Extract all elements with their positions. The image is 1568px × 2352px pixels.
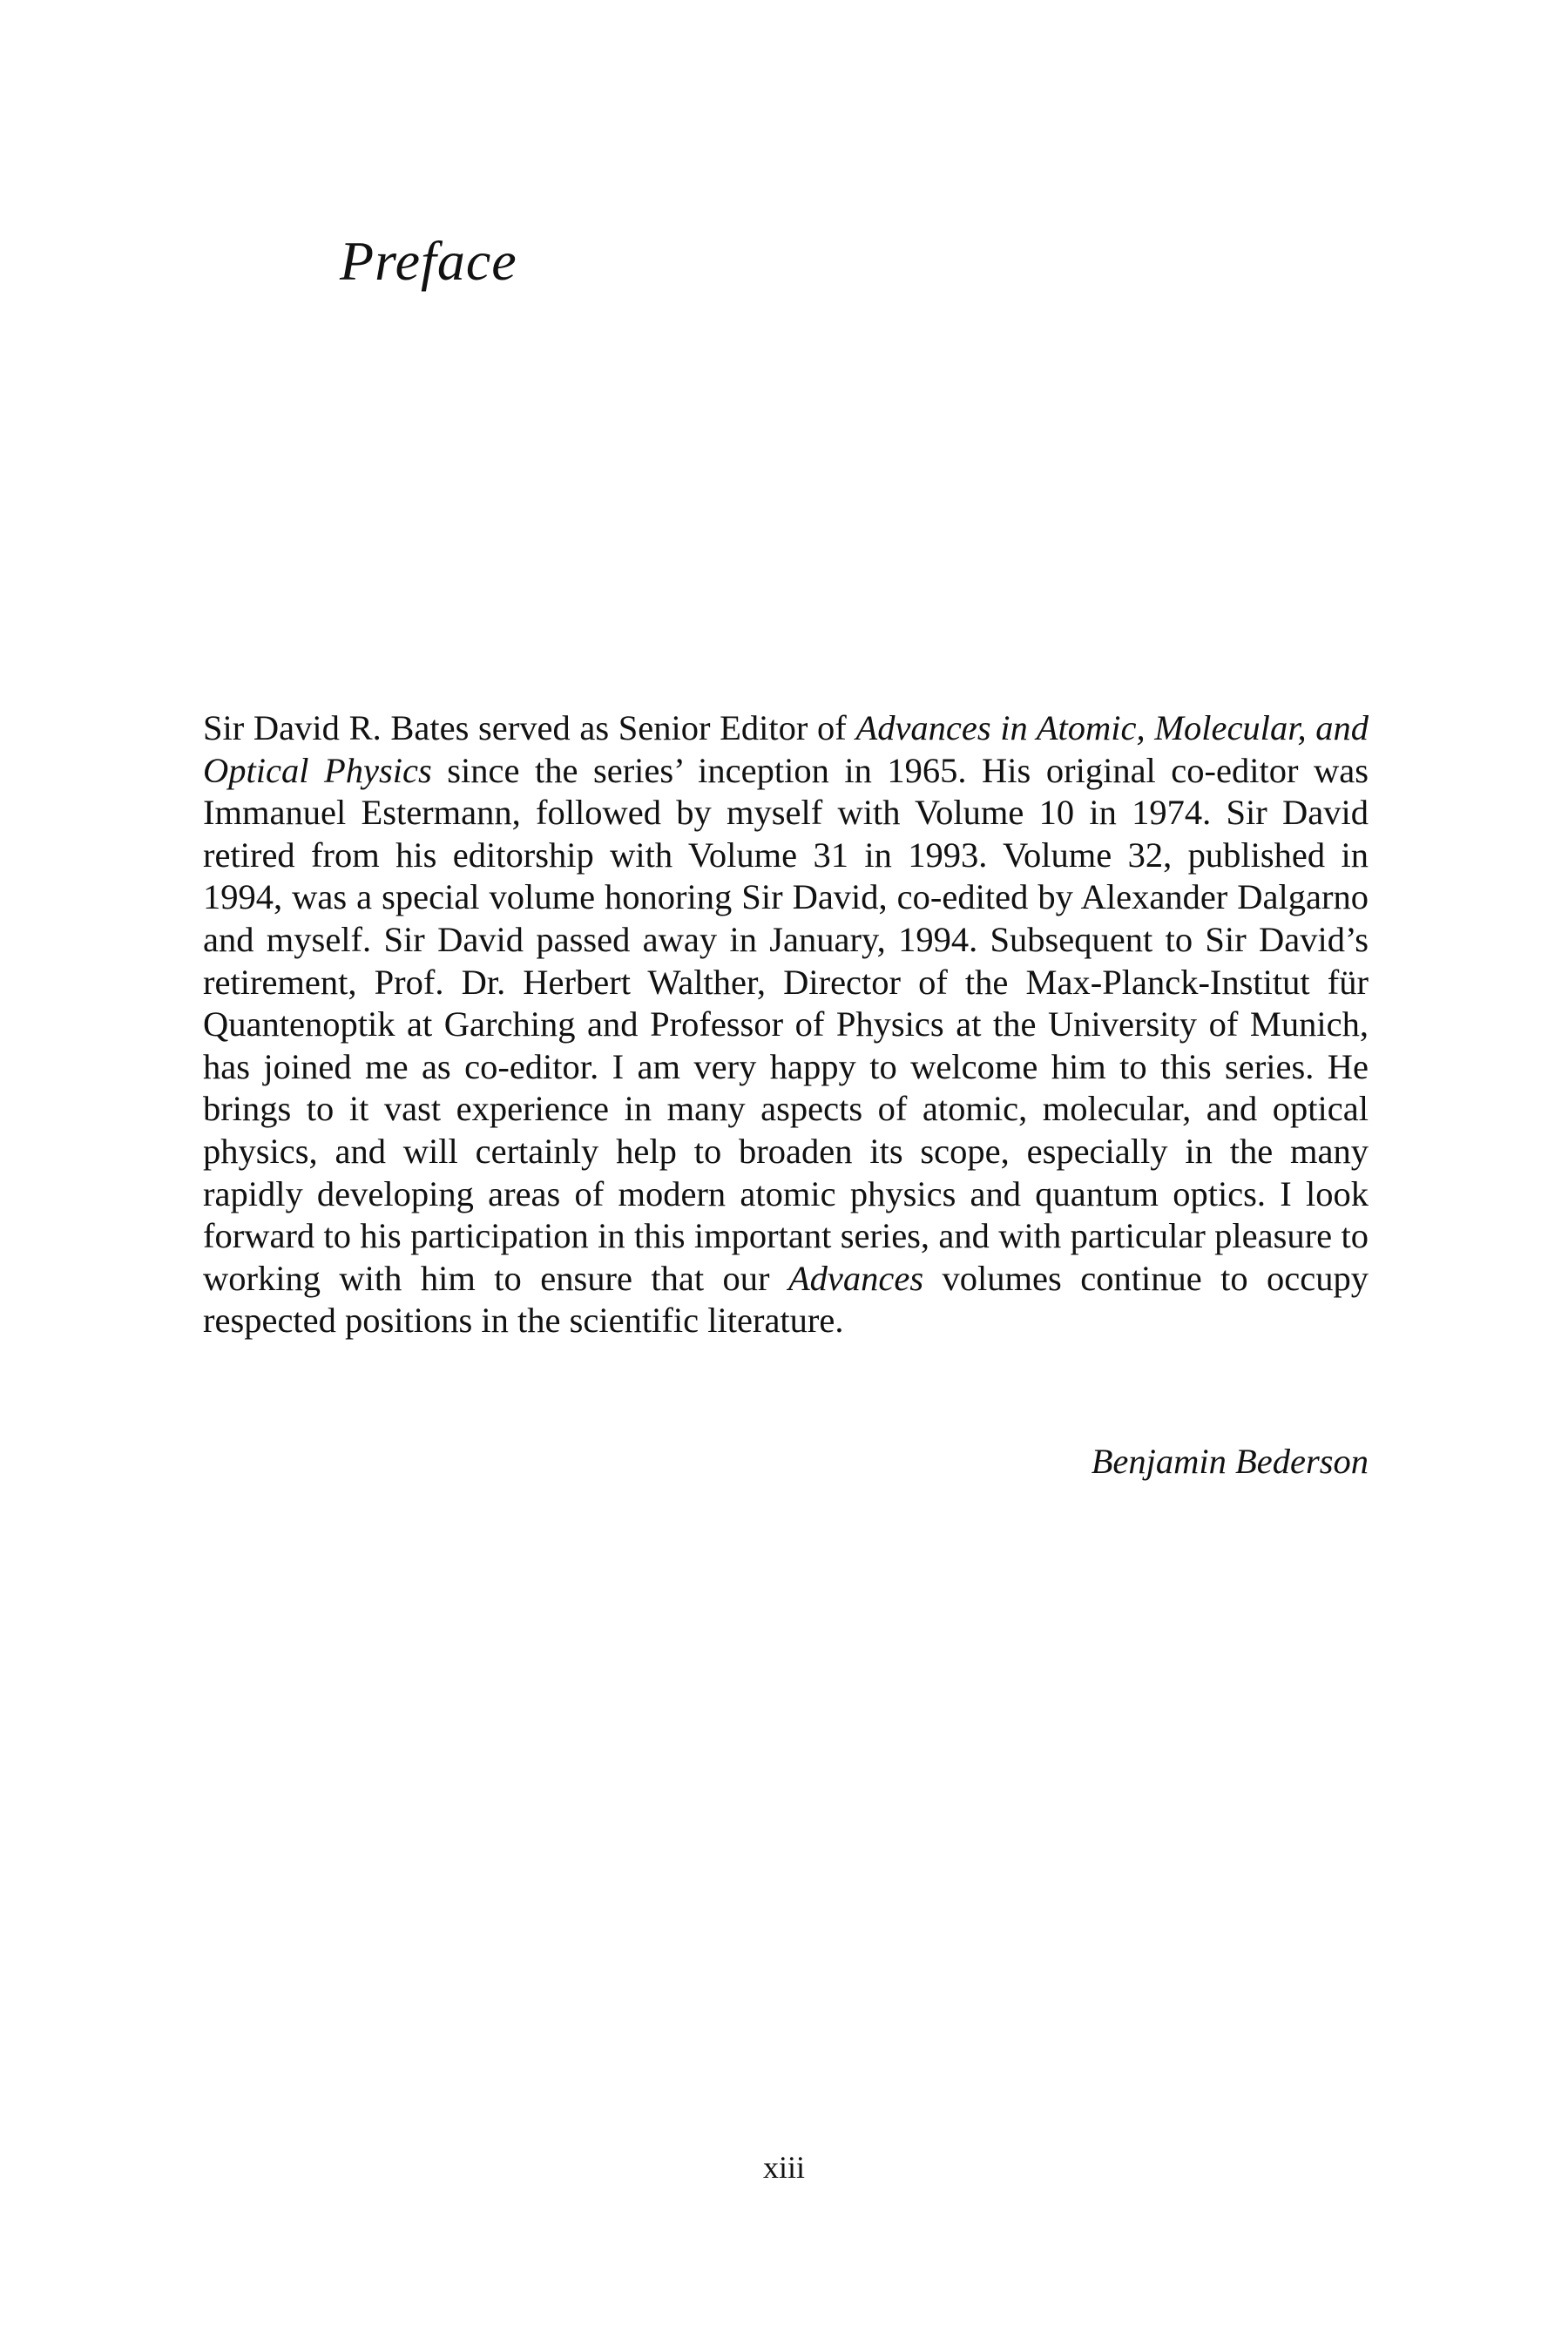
preface-paragraph xyxy=(203,707,1369,1342)
preface-text-segment: since the series’ inception in 1965. His original co-editor was Immanuel Estermann, followed by myself with Volume 10 in 1974. Sir David retired from his editorship with Volume 31 in 1993. Volume 32, published in 1994, was a special volume honoring Sir David, co-edited by Alexander Dalgarno and myself. Sir David passed away in January, 1994. Subsequent to Sir David’s retirement, Prof. Dr. Herbert Walther, Director of the Max-Planck-Institut für Quantenoptik at Garching and Professor of Physics at the University of Munich, has joined me as co-editor. I am very happy to welcome him to this series. He brings to it vast experience in many aspects of atomic, molecular, and optical physics, and will certainly help to broaden its scope, especially in the many rapidly developing areas of modern atomic physics and quantum optics. I look forward to his participation in this important series, and with particular pleasure to working with him to ensure that our xyxy=(203,750,1369,1298)
preface-text-segment: volumes continue to occupy respected positions in the scientific literature. xyxy=(203,1258,1369,1341)
preface-text-segment: Sir David R. Bates served as Senior Editor of xyxy=(203,708,856,747)
page-title: Preface xyxy=(340,230,517,292)
advances-italic: Advances xyxy=(787,1258,924,1298)
page-number: xiii xyxy=(762,2150,805,2185)
series-title-italic: Advances in Atomic, Molecular, and Optical Physics xyxy=(203,708,1369,790)
author-signature: Benjamin Bederson xyxy=(1091,1442,1369,1481)
